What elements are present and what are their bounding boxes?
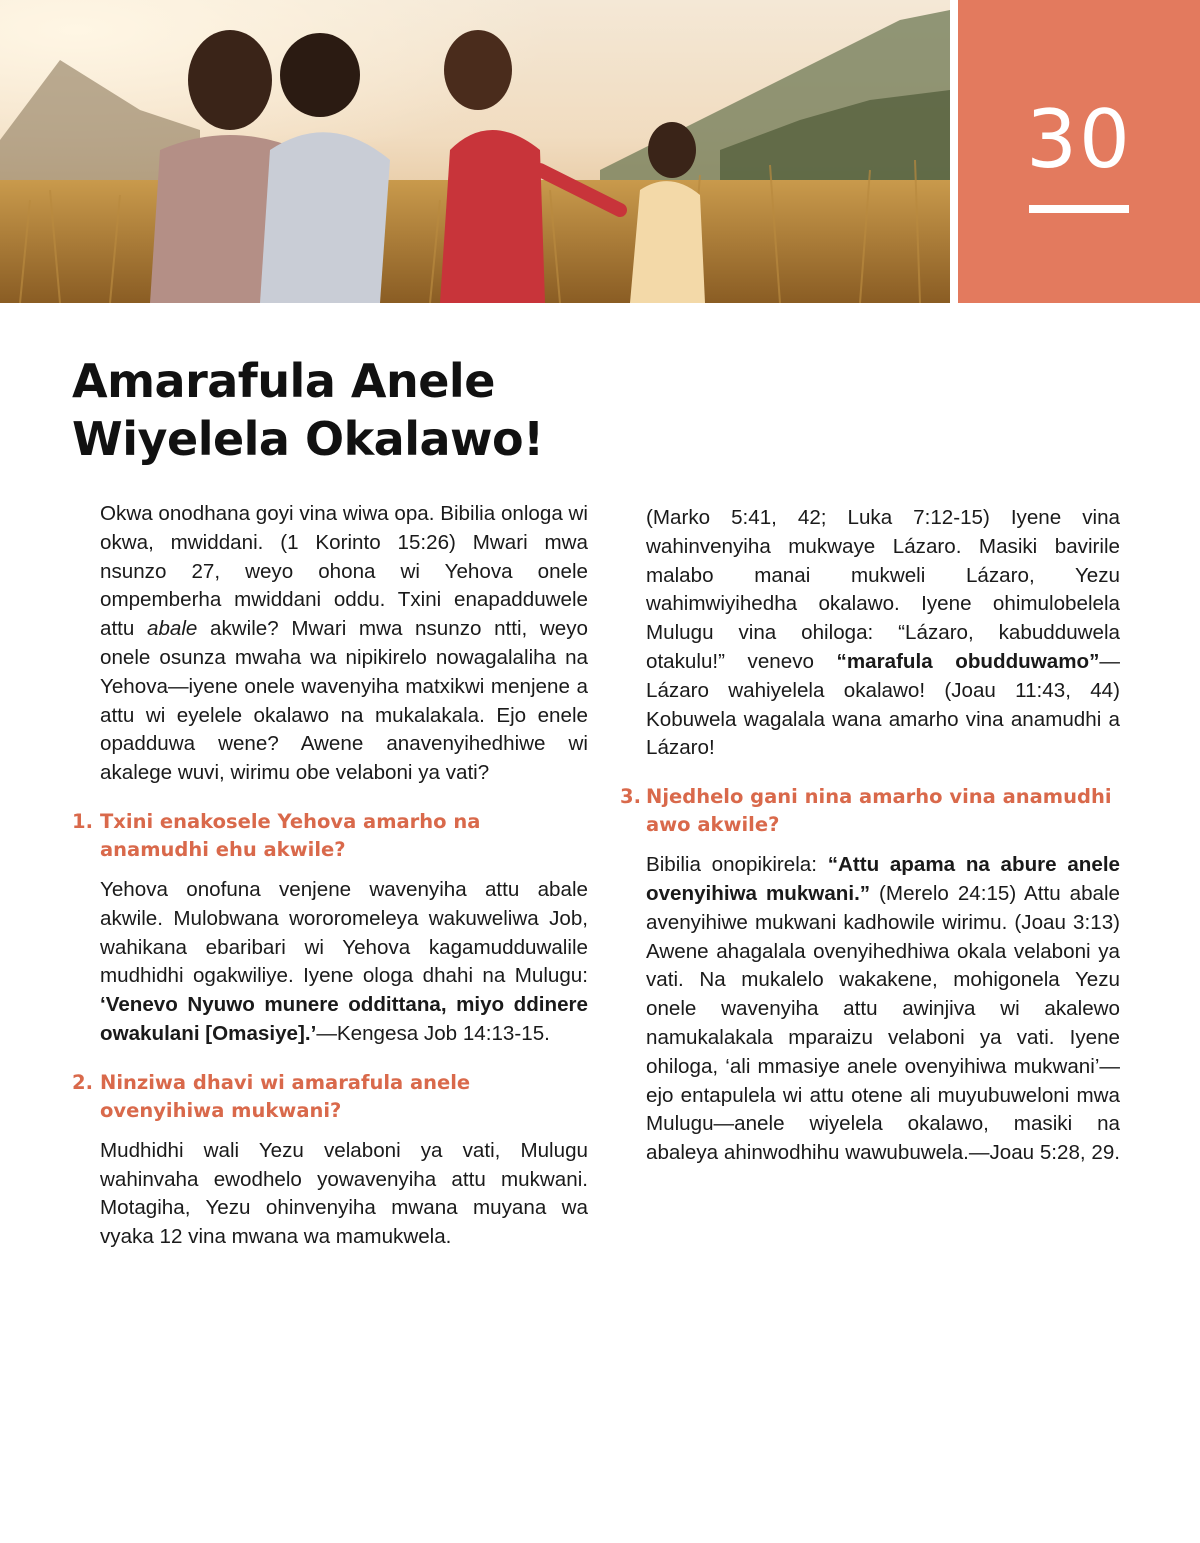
question-number: 3. bbox=[620, 785, 641, 809]
hero-photo bbox=[0, 0, 950, 303]
question-3 bbox=[620, 783, 1120, 839]
question-number: 1. bbox=[72, 809, 93, 833]
question-text: Txini enakosele Yehova amarho na anamudhi ehu akwile? bbox=[100, 809, 481, 861]
question-1 bbox=[72, 808, 588, 864]
lesson-title bbox=[72, 352, 712, 468]
question-text: Njedhelo gani nina amarho vina anamudhi awo akwile? bbox=[646, 785, 1112, 837]
lesson-title-line-2: Wiyelela Okalawo! bbox=[72, 412, 544, 466]
question-text: Ninziwa dhavi wi amarafula anele ovenyihiwa mukwani? bbox=[100, 1070, 471, 1122]
chapter-badge bbox=[958, 0, 1200, 303]
answer-paragraph-2-part-1: Mudhidhi wali Yezu velaboni ya vati, Mulugu wahinvaha ewodhelo yowavenyiha attu mukwani. Motagiha, Yezu ohinvenyiha mwana muyana wa vyaka 12 vina mwana wa mamukwela. bbox=[100, 1138, 588, 1249]
family-meadow-illustration bbox=[0, 0, 950, 303]
answer-paragraph-3: Bibilia onopikirela: “Attu apama na abure anele ovenyihiwa mukwani.” (Merelo 24:15) Attu abale avenyihiwe mukwani kadhowile wirimu. (Joau 3:13) Awene ahagalala ovenyihedhiwa okala velaboni ya vati. Na mukalelo wakakene, mohigonela Yezu onele wavenyiha attu awinjiva wi akalewo namukalakala mparaizu velaboni ya vati. Iyene ohiloga, ‘ali mmasiye anele ovenyihiwa mukwani’—ejo entapulela wi attu otene ali muyubuweloni mwa Mulugu—anele wiyelela okalawo, masiki na abaleya ahinwodhihu wawubuwela.—Joau 5:28, 29. bbox=[646, 853, 1121, 1165]
chapter-underline bbox=[1029, 205, 1129, 213]
answer-paragraph-1: Yehova onofuna venjene wavenyiha attu abale akwile. Mulobwana wororomeleya wakuweliwa Job, wahikana ebaribari wi Yehova kagamudduwalile mudhidhi ogakwiliye. Iyene ologa dhahi na Mulugu: ‘Venevo Nyuwo munere oddittana, miyo ddinere owakulani [Omasiye].’—Kengesa Job 14:13-15. bbox=[100, 877, 588, 1045]
question-2 bbox=[72, 1069, 588, 1125]
answer-paragraph-2-part-2: (Marko 5:41, 42; Luka 7:12-15) Iyene vina wahinvenyiha mukwaye Lázaro. Masiki bavirile malabo manai mukweli Lázaro, Yezu wahimwiyihedha okalawo. Iyene ohimulobelela Mulugu vina ohiloga: “Lázaro, kabudduwela otakulu!” venevo “marafula obudduwamo”—Lázaro wahiyelela okalawo! (Joau 11:43, 44) Kobuwela wagalala wana amarho vina anamudhi a Lázaro! bbox=[646, 506, 1120, 760]
intro-paragraph: Okwa onodhana goyi vina wiwa opa. Bibilia onloga wi okwa, mwiddani. (1 Korinto 15:26) Mwari mwa nsunzo 27, weyo ohona wi Yehova onele ompemberha mwiddani oddu. Txini enapadduwele attu abale akwile? Mwari mwa nsunzo ntti, weyo onele osunza mwaha wa nipikirelo nowagalaliha na Yehova—iyene onele wavenyiha matxikwi menjene a attu wi eyelele okalawo na mukalakala. Ejo enele opadduwa wene? Awene anavenyihedhiwe wi akalege wuvi, wirimu obe velaboni ya vati? bbox=[100, 502, 588, 785]
lesson-title-line-1: Amarafula Anele bbox=[72, 354, 495, 408]
question-number: 2. bbox=[72, 1070, 93, 1094]
left-column bbox=[72, 500, 588, 1252]
chapter-number: 30 bbox=[1026, 93, 1132, 186]
right-column bbox=[620, 504, 1120, 1168]
